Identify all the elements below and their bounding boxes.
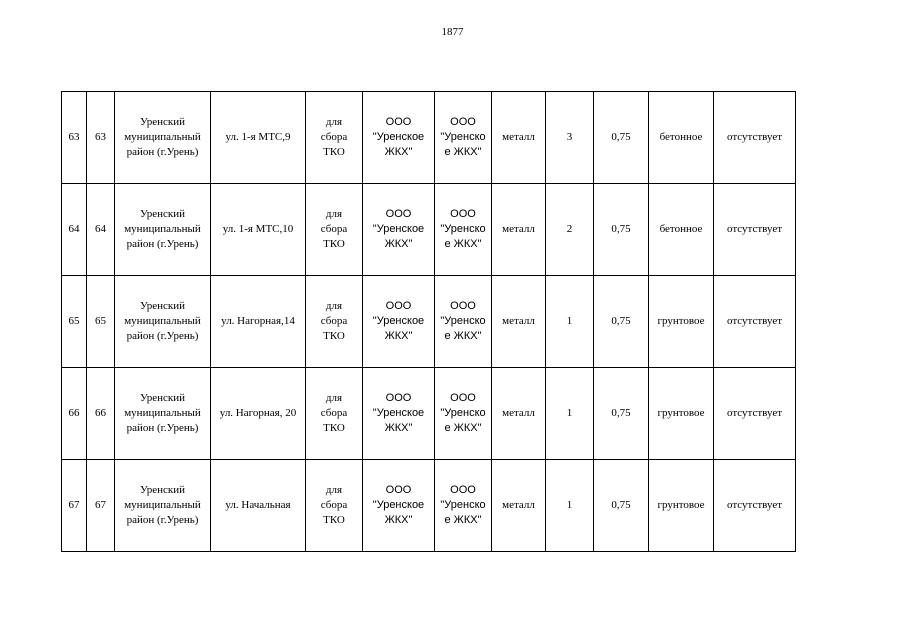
cell-surface: грунтовое xyxy=(649,368,714,460)
cell-district: Уренский муниципальный район (г.Урень) xyxy=(115,368,211,460)
cell-district: Уренский муниципальный район (г.Урень) xyxy=(115,460,211,552)
cell-container-count: 1 xyxy=(546,460,594,552)
page-number: 1877 xyxy=(441,26,464,38)
cell-volume: 0,75 xyxy=(594,368,649,460)
cell-purpose: для сбора ТКО xyxy=(306,368,363,460)
cell-owner: ООО "Уренское ЖКХ" xyxy=(363,92,435,184)
waste-sites-table xyxy=(61,91,796,552)
cell-purpose: для сбора ТКО xyxy=(306,92,363,184)
table-row xyxy=(62,276,796,368)
cell-row-number: 64 xyxy=(62,184,87,276)
cell-address: ул. Начальная xyxy=(211,460,306,552)
cell-district: Уренский муниципальный район (г.Урень) xyxy=(115,276,211,368)
cell-address: ул. 1-я МТС,9 xyxy=(211,92,306,184)
cell-row-number: 67 xyxy=(62,460,87,552)
cell-operator: ООО "Уренско е ЖКХ" xyxy=(435,460,492,552)
cell-district: Уренский муниципальный район (г.Урень) xyxy=(115,184,211,276)
cell-row-number: 66 xyxy=(62,368,87,460)
cell-fence: отсутствует xyxy=(714,460,796,552)
cell-material: металл xyxy=(492,460,546,552)
cell-owner: ООО "Уренское ЖКХ" xyxy=(363,276,435,368)
cell-owner: ООО "Уренское ЖКХ" xyxy=(363,184,435,276)
cell-volume: 0,75 xyxy=(594,92,649,184)
cell-container-count: 1 xyxy=(546,368,594,460)
cell-operator: ООО "Уренско е ЖКХ" xyxy=(435,276,492,368)
cell-site-number: 63 xyxy=(87,92,115,184)
cell-fence: отсутствует xyxy=(714,92,796,184)
cell-site-number: 67 xyxy=(87,460,115,552)
cell-operator: ООО "Уренско е ЖКХ" xyxy=(435,368,492,460)
cell-volume: 0,75 xyxy=(594,460,649,552)
cell-address: ул. 1-я МТС,10 xyxy=(211,184,306,276)
cell-address: ул. Нагорная,14 xyxy=(211,276,306,368)
cell-purpose: для сбора ТКО xyxy=(306,184,363,276)
cell-volume: 0,75 xyxy=(594,184,649,276)
cell-fence: отсутствует xyxy=(714,368,796,460)
cell-purpose: для сбора ТКО xyxy=(306,460,363,552)
cell-address: ул. Нагорная, 20 xyxy=(211,368,306,460)
cell-operator: ООО "Уренско е ЖКХ" xyxy=(435,184,492,276)
cell-site-number: 65 xyxy=(87,276,115,368)
table-row xyxy=(62,184,796,276)
table-row xyxy=(62,460,796,552)
table-row xyxy=(62,92,796,184)
cell-fence: отсутствует xyxy=(714,184,796,276)
cell-volume: 0,75 xyxy=(594,276,649,368)
cell-material: металл xyxy=(492,368,546,460)
table-body xyxy=(62,92,796,552)
cell-surface: бетонное xyxy=(649,184,714,276)
cell-container-count: 1 xyxy=(546,276,594,368)
cell-owner: ООО "Уренское ЖКХ" xyxy=(363,460,435,552)
cell-site-number: 64 xyxy=(87,184,115,276)
cell-surface: грунтовое xyxy=(649,276,714,368)
cell-row-number: 65 xyxy=(62,276,87,368)
cell-surface: грунтовое xyxy=(649,460,714,552)
cell-material: металл xyxy=(492,92,546,184)
cell-fence: отсутствует xyxy=(714,276,796,368)
cell-container-count: 3 xyxy=(546,92,594,184)
cell-site-number: 66 xyxy=(87,368,115,460)
cell-operator: ООО "Уренско е ЖКХ" xyxy=(435,92,492,184)
table-row xyxy=(62,368,796,460)
cell-material: металл xyxy=(492,184,546,276)
cell-district: Уренский муниципальный район (г.Урень) xyxy=(115,92,211,184)
cell-purpose: для сбора ТКО xyxy=(306,276,363,368)
cell-row-number: 63 xyxy=(62,92,87,184)
cell-owner: ООО "Уренское ЖКХ" xyxy=(363,368,435,460)
cell-surface: бетонное xyxy=(649,92,714,184)
cell-material: металл xyxy=(492,276,546,368)
cell-container-count: 2 xyxy=(546,184,594,276)
